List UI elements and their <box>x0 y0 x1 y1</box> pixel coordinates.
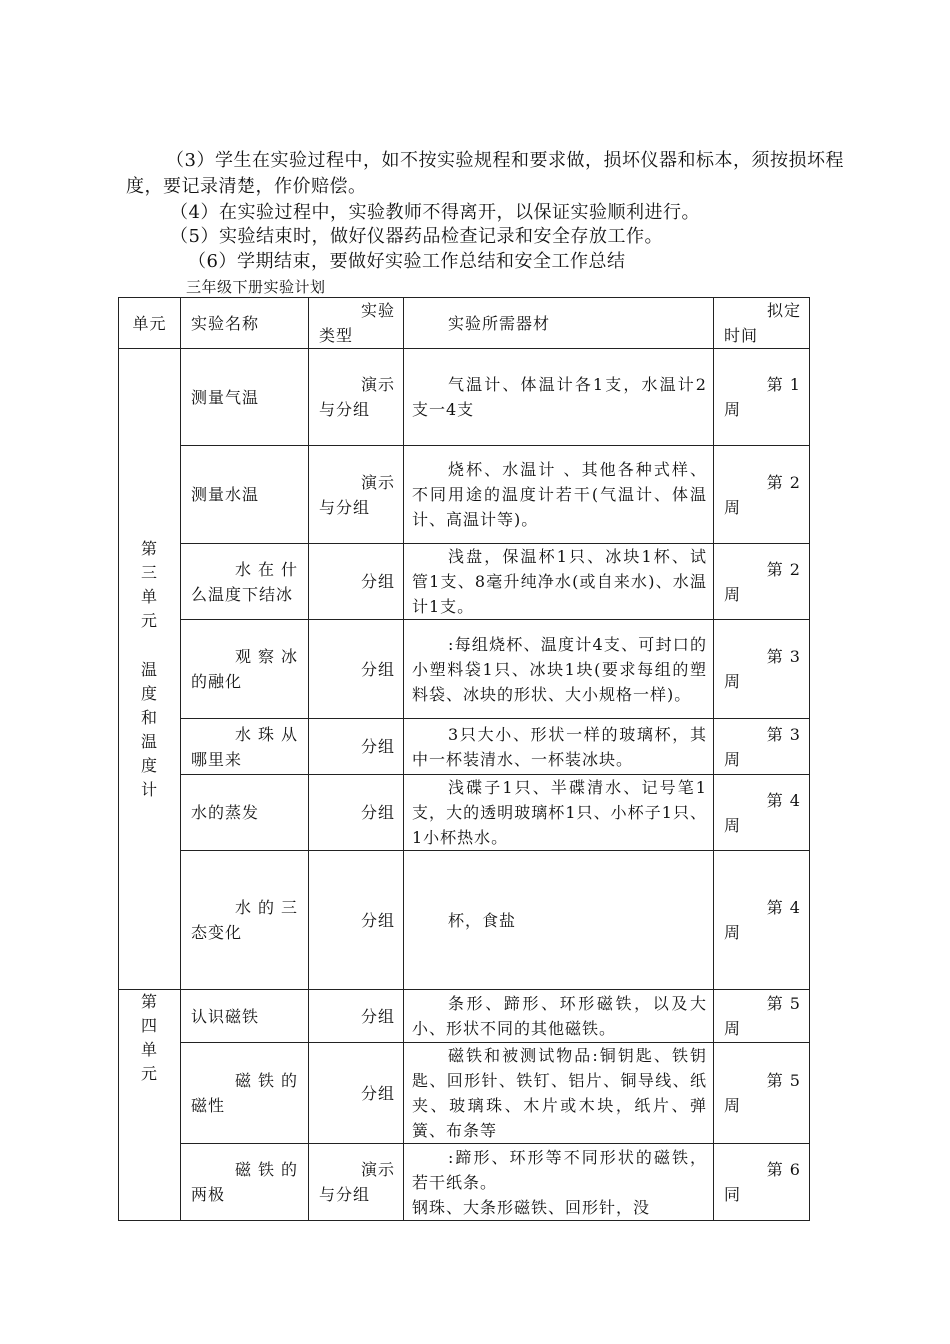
experiment-name-text: 磁铁的磁性 <box>191 1071 298 1115</box>
week-unit: 周 <box>724 923 742 942</box>
week-number: 第 1 <box>766 375 801 394</box>
materials <box>404 446 714 544</box>
materials <box>404 349 714 446</box>
week-number: 第 3 <box>766 647 801 666</box>
materials <box>404 775 714 851</box>
experiment-name <box>181 620 309 719</box>
experiment-name-text: 认识磁铁 <box>191 1006 260 1026</box>
scheduled-time <box>714 349 810 446</box>
header-type <box>309 298 404 349</box>
week-unit: 周 <box>724 497 742 517</box>
experiment-type-line1: 分组 <box>360 910 395 930</box>
materials-text: :蹄形、环形等不同形状的磁铁，若干纸条。 <box>412 1147 707 1192</box>
experiment-type <box>309 990 404 1043</box>
scheduled-time <box>714 851 810 990</box>
materials-text: 浅盘，保温杯1只、冰块1杯、试管1支、8毫升纯净水(或自来水)、水温计1支。 <box>412 547 707 616</box>
paragraph-6: （6）学期结束，要做好实验工作总结和安全工作总结 <box>188 251 626 272</box>
header-materials: 实验所需器材 <box>404 298 714 349</box>
experiment-type-line1: 演示 <box>360 375 395 394</box>
week-number: 第 5 <box>766 994 801 1013</box>
experiment-type-line1: 分组 <box>360 737 395 756</box>
paragraph-4: （4）在实验过程中，实验教师不得离开，以保证实验顺利进行。 <box>170 202 700 223</box>
header-type-line2: 类型 <box>319 326 354 345</box>
materials-text: 3只大小、形状一样的玻璃杯，其中一杯装清水、一杯装冰块。 <box>412 724 707 769</box>
unit-label: 第 四 单 元 <box>140 992 158 1083</box>
experiment-name-text: 测量气温 <box>191 387 260 407</box>
week-number: 第 2 <box>766 559 801 579</box>
week-unit: 周 <box>724 672 742 691</box>
header-time-line1: 拟定 <box>766 301 801 320</box>
week-number: 第 4 <box>766 790 801 810</box>
experiment-name <box>181 544 309 620</box>
experiment-name-text: 水珠从哪里来 <box>191 724 298 769</box>
table-row <box>119 620 810 719</box>
experiment-type-line1: 分组 <box>360 659 395 679</box>
experiment-type <box>309 775 404 851</box>
table-row <box>119 349 810 446</box>
experiment-name-text: 水的三态变化 <box>191 898 298 942</box>
week-unit: 周 <box>724 1019 742 1038</box>
experiment-name <box>181 349 309 446</box>
table-row <box>119 851 810 990</box>
materials-text: 条形、蹄形、环形磁铁，以及大小、形状不同的其他磁铁。 <box>412 994 707 1038</box>
header-type-line1: 实验 <box>360 301 395 320</box>
header-time <box>714 298 810 349</box>
unit-subtitle: 温 度 和 温 度 计 <box>140 659 158 799</box>
materials-text: 烧杯、水温计 、其他各种式样、不同用途的温度计若干(气温计、体温计、高温计等)。 <box>412 460 707 529</box>
experiment-type-line2: 与分组 <box>319 1185 371 1204</box>
materials-text: 浅碟子1只、半碟清水、记号笔1支，大的透明玻璃杯1只、小杯子1只、1小杯热水。 <box>412 778 707 847</box>
week-unit: 周 <box>724 815 742 835</box>
experiment-name-text: 观察冰的融化 <box>191 647 298 691</box>
scheduled-time <box>714 1144 810 1221</box>
paragraph-3: （3）学生在实验过程中，如不按实验规程和要求做，损坏仪器和标本，须按损坏程度，要记录清楚，作价赔偿。 <box>126 150 844 197</box>
table-row <box>119 775 810 851</box>
materials-text: :每组烧杯、温度计4支、可封口的小塑料袋1只、冰块1块(要求每组的塑料袋、冰块的形状、大小规格一样)。 <box>412 634 707 704</box>
week-unit: 周 <box>724 400 742 419</box>
paragraph-5: （5）实验结束时，做好仪器药品检查记录和安全存放工作。 <box>170 226 663 247</box>
week-number: 第 3 <box>766 724 801 744</box>
experiment-name <box>181 1043 309 1144</box>
scheduled-time <box>714 446 810 544</box>
experiment-plan-table <box>118 297 810 1221</box>
week-unit: 周 <box>724 749 742 769</box>
week-number: 第 2 <box>766 472 801 492</box>
materials <box>404 851 714 990</box>
experiment-type <box>309 446 404 544</box>
scheduled-time <box>714 544 810 620</box>
scheduled-time <box>714 719 810 775</box>
experiment-type-line1: 演示 <box>360 472 395 492</box>
unit-label: 第 三 单 元 <box>140 538 158 630</box>
materials <box>404 544 714 620</box>
experiment-type <box>309 1144 404 1221</box>
experiment-type-line1: 分组 <box>360 1083 395 1103</box>
unit-cell-4 <box>119 990 181 1221</box>
week-number: 第 6 <box>766 1160 801 1179</box>
week-unit: 周 <box>724 584 742 604</box>
experiment-name <box>181 851 309 990</box>
experiment-type-line2: 与分组 <box>319 497 371 517</box>
table-row <box>119 990 810 1043</box>
header-name: 实验名称 <box>181 298 309 349</box>
week-unit: 周 <box>724 1096 742 1115</box>
experiment-name-text: 水的蒸发 <box>191 803 260 822</box>
experiment-type-line1: 分组 <box>360 803 395 822</box>
experiment-name <box>181 990 309 1043</box>
materials-extra-text: 钢珠、大条形磁铁、回形针，没 <box>412 1197 651 1217</box>
table-header-row <box>119 298 810 349</box>
experiment-name-text: 水在什么温度下结冰 <box>191 559 298 604</box>
header-unit: 单元 <box>119 298 181 349</box>
week-number: 第 5 <box>766 1071 801 1090</box>
experiment-type <box>309 1043 404 1144</box>
materials-text: 气温计、体温计各1支，水温计2支一4支 <box>412 375 707 419</box>
scheduled-time <box>714 620 810 719</box>
experiment-name-text: 磁铁的两极 <box>191 1160 298 1204</box>
materials <box>404 990 714 1043</box>
experiment-name <box>181 446 309 544</box>
table-row <box>119 719 810 775</box>
experiment-name <box>181 719 309 775</box>
scheduled-time <box>714 775 810 851</box>
unit-cell-3 <box>119 349 181 990</box>
materials <box>404 620 714 719</box>
experiment-type <box>309 349 404 446</box>
table-row <box>119 544 810 620</box>
week-unit: 同 <box>724 1185 742 1204</box>
experiment-type-line1: 演示 <box>360 1160 395 1179</box>
scheduled-time <box>714 1043 810 1144</box>
experiment-type-line2: 与分组 <box>319 400 371 419</box>
materials-text: 磁铁和被测试物品:铜钥匙、铁钥匙、回形针、铁钉、铝片、铜导线、纸夹、玻璃珠、木片或木块，纸片、弹簧、布条等 <box>412 1046 707 1140</box>
materials <box>404 719 714 775</box>
materials <box>404 1144 714 1221</box>
materials <box>404 1043 714 1144</box>
experiment-type <box>309 851 404 990</box>
header-time-line2: 时间 <box>724 326 759 345</box>
experiment-type <box>309 620 404 719</box>
experiment-name <box>181 775 309 851</box>
table-row <box>119 446 810 544</box>
table-row <box>119 1043 810 1144</box>
scheduled-time <box>714 990 810 1043</box>
week-number: 第 4 <box>766 898 801 917</box>
table-caption: 三年级下册实验计划 <box>186 278 326 296</box>
table-row <box>119 1144 810 1221</box>
experiment-type <box>309 544 404 620</box>
materials-text: 杯，食盐 <box>448 910 517 930</box>
experiment-type-line1: 分组 <box>360 572 395 591</box>
experiment-name <box>181 1144 309 1221</box>
experiment-name-text: 测量水温 <box>191 485 260 504</box>
experiment-type <box>309 719 404 775</box>
experiment-type-line1: 分组 <box>360 1006 395 1026</box>
